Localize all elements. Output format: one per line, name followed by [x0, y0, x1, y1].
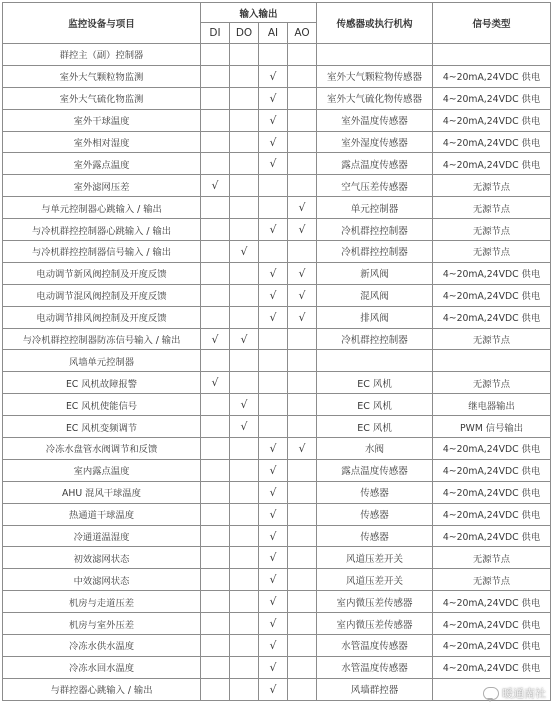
cell-di [201, 481, 230, 503]
cell-ai: √ [259, 219, 288, 241]
cell-do: √ [230, 394, 259, 416]
cell-di [201, 438, 230, 460]
cell-item: 室内露点温度 [3, 459, 201, 481]
cell-sensor [317, 350, 433, 372]
table-row [3, 350, 551, 372]
cell-signal: 无源节点 [433, 197, 551, 219]
cell-signal: 4~20mA,24VDC 供电 [433, 656, 551, 678]
cell-ao [288, 591, 317, 613]
cell-ao: √ [288, 306, 317, 328]
cell-di [201, 109, 230, 131]
cell-ao [288, 416, 317, 438]
cell-item: 电动调节排风阀控制及开度反馈 [3, 306, 201, 328]
cell-di [201, 547, 230, 569]
cell-do [230, 547, 259, 569]
cell-do: √ [230, 241, 259, 263]
cell-di [201, 153, 230, 175]
cell-sensor: 室外大气颗粒物传感器 [317, 65, 433, 87]
cell-ai: √ [259, 613, 288, 635]
cell-signal: PWM 信号输出 [433, 416, 551, 438]
table-row [3, 241, 551, 263]
cell-di [201, 394, 230, 416]
table-row [3, 372, 551, 394]
cell-item: 电动调节新风阀控制及开度反馈 [3, 262, 201, 284]
table-row [3, 153, 551, 175]
cell-do [230, 306, 259, 328]
table-row [3, 394, 551, 416]
cell-item: 与冷机群控控制器防冻信号输入 / 输出 [3, 328, 201, 350]
table-row [3, 481, 551, 503]
table-row [3, 87, 551, 109]
cell-signal: 无源节点 [433, 219, 551, 241]
cell-item: 与单元控制器心跳输入 / 输出 [3, 197, 201, 219]
cell-item: 与群控器心跳输入 / 输出 [3, 678, 201, 700]
cell-sensor: 传感器 [317, 481, 433, 503]
cell-ai: √ [259, 503, 288, 525]
cell-ao [288, 503, 317, 525]
cell-sensor: 空气压差传感器 [317, 175, 433, 197]
cell-sensor: 冷机群控控制器 [317, 241, 433, 263]
cell-ao [288, 613, 317, 635]
cell-item: 初效滤网状态 [3, 547, 201, 569]
cell-sensor: 室外湿度传感器 [317, 131, 433, 153]
cell-ao [288, 372, 317, 394]
cell-di [201, 131, 230, 153]
cell-ao [288, 547, 317, 569]
table-row [3, 65, 551, 87]
cell-sensor: 单元控制器 [317, 197, 433, 219]
cell-item: 冷冻水回水温度 [3, 656, 201, 678]
cell-ai: √ [259, 153, 288, 175]
cell-ai [259, 394, 288, 416]
cell-do [230, 44, 259, 66]
cell-signal: 无源节点 [433, 569, 551, 591]
table-row [3, 262, 551, 284]
cell-ao [288, 394, 317, 416]
cell-sensor: 混风阀 [317, 284, 433, 306]
cell-item: 中效滤网状态 [3, 569, 201, 591]
cell-di: √ [201, 175, 230, 197]
cell-ai: √ [259, 656, 288, 678]
cell-ai [259, 372, 288, 394]
cell-ai: √ [259, 131, 288, 153]
cell-signal: 4~20mA,24VDC 供电 [433, 131, 551, 153]
table-row [3, 591, 551, 613]
table-row [3, 547, 551, 569]
cell-ao: √ [288, 284, 317, 306]
cell-sensor: 风墙群控器 [317, 678, 433, 700]
cell-di [201, 459, 230, 481]
cell-di: √ [201, 328, 230, 350]
cell-item: 电动调节混风阀控制及开度反馈 [3, 284, 201, 306]
cell-item: 与冷机群控控制器心跳输入 / 输出 [3, 219, 201, 241]
cell-do [230, 525, 259, 547]
cell-ai [259, 44, 288, 66]
cell-sensor: 水管温度传感器 [317, 635, 433, 657]
cell-sensor [317, 44, 433, 66]
cell-ai: √ [259, 525, 288, 547]
cell-di [201, 306, 230, 328]
cell-signal: 4~20mA,24VDC 供电 [433, 109, 551, 131]
cell-sensor: 传感器 [317, 503, 433, 525]
table-row [3, 569, 551, 591]
cell-ao [288, 635, 317, 657]
table-row [3, 284, 551, 306]
cell-di [201, 197, 230, 219]
cell-ai [259, 241, 288, 263]
cell-di [201, 503, 230, 525]
cell-ao [288, 241, 317, 263]
cell-item: EC 风机使能信号 [3, 394, 201, 416]
cell-ai: √ [259, 678, 288, 700]
cell-do [230, 109, 259, 131]
cell-do [230, 219, 259, 241]
cell-ao [288, 481, 317, 503]
cell-do [230, 65, 259, 87]
cell-do [230, 262, 259, 284]
header-io: 输入输出 [201, 3, 317, 23]
monitoring-io-table [2, 2, 551, 701]
cell-sensor: 新风阀 [317, 262, 433, 284]
cell-item: 室外露点温度 [3, 153, 201, 175]
table-row [3, 416, 551, 438]
cell-ai: √ [259, 635, 288, 657]
cell-do [230, 678, 259, 700]
cell-di [201, 350, 230, 372]
cell-ai: √ [259, 569, 288, 591]
table-row [3, 635, 551, 657]
cell-do [230, 350, 259, 372]
cell-do [230, 87, 259, 109]
cell-do [230, 591, 259, 613]
cell-do [230, 153, 259, 175]
cell-ai: √ [259, 284, 288, 306]
cell-signal: 无源节点 [433, 241, 551, 263]
cell-ai: √ [259, 547, 288, 569]
cell-ao: √ [288, 197, 317, 219]
table-row [3, 197, 551, 219]
cell-ai: √ [259, 65, 288, 87]
cell-di [201, 613, 230, 635]
cell-ai: √ [259, 438, 288, 460]
table-row [3, 306, 551, 328]
cell-di [201, 591, 230, 613]
table-row [3, 328, 551, 350]
cell-do: √ [230, 416, 259, 438]
cell-sensor: 室内微压差传感器 [317, 613, 433, 635]
cell-sensor: 冷机群控控制器 [317, 219, 433, 241]
cell-signal: 4~20mA,24VDC 供电 [433, 153, 551, 175]
cell-ao: √ [288, 438, 317, 460]
cell-di [201, 635, 230, 657]
cell-item: EC 风机故障报警 [3, 372, 201, 394]
cell-signal: 4~20mA,24VDC 供电 [433, 284, 551, 306]
cell-di [201, 416, 230, 438]
cell-di [201, 87, 230, 109]
cell-sensor: 水阀 [317, 438, 433, 460]
cell-ai [259, 328, 288, 350]
cell-item: 与冷机群控控制器信号输入 / 输出 [3, 241, 201, 263]
cell-ao [288, 350, 317, 372]
watermark-text: 暖通南社 [502, 687, 546, 700]
cell-do [230, 481, 259, 503]
cell-di [201, 656, 230, 678]
cell-ai: √ [259, 109, 288, 131]
table-row [3, 219, 551, 241]
header-ao: AO [288, 23, 317, 44]
cell-signal: 4~20mA,24VDC 供电 [433, 262, 551, 284]
cell-di [201, 262, 230, 284]
cell-di [201, 569, 230, 591]
cell-sensor: EC 风机 [317, 416, 433, 438]
cell-do [230, 438, 259, 460]
table-row [3, 525, 551, 547]
cell-sensor: 风道压差开关 [317, 569, 433, 591]
cell-item: 冷通道温湿度 [3, 525, 201, 547]
cell-ai: √ [259, 459, 288, 481]
cell-di [201, 219, 230, 241]
cell-sensor: EC 风机 [317, 372, 433, 394]
header-do: DO [230, 23, 259, 44]
cell-item: 室外干球温度 [3, 109, 201, 131]
table-row [3, 175, 551, 197]
cell-item: 热通道干球温度 [3, 503, 201, 525]
header-sensor: 传感器或执行机构 [317, 3, 433, 44]
cell-sensor: 冷机群控控制器 [317, 328, 433, 350]
cell-signal: 4~20mA,24VDC 供电 [433, 525, 551, 547]
table-row [3, 109, 551, 131]
cell-item: 冷冻水供水温度 [3, 635, 201, 657]
cell-signal [433, 44, 551, 66]
watermark [483, 685, 546, 701]
chat-bubble-icon [483, 687, 499, 700]
header-di: DI [201, 23, 230, 44]
cell-ao [288, 65, 317, 87]
cell-sensor: 风道压差开关 [317, 547, 433, 569]
cell-do [230, 131, 259, 153]
cell-do [230, 175, 259, 197]
cell-ao [288, 109, 317, 131]
cell-ai [259, 350, 288, 372]
cell-signal: 4~20mA,24VDC 供电 [433, 65, 551, 87]
cell-sensor: 室内微压差传感器 [317, 591, 433, 613]
cell-do [230, 284, 259, 306]
cell-ai: √ [259, 306, 288, 328]
cell-ao [288, 175, 317, 197]
cell-di [201, 44, 230, 66]
cell-sensor: 传感器 [317, 525, 433, 547]
cell-signal: 无源节点 [433, 328, 551, 350]
table-row [3, 613, 551, 635]
cell-item: 室外相对湿度 [3, 131, 201, 153]
cell-ao [288, 153, 317, 175]
cell-sensor: 排风阀 [317, 306, 433, 328]
cell-di [201, 678, 230, 700]
table-row [3, 678, 551, 700]
cell-di [201, 65, 230, 87]
cell-sensor: 水管温度传感器 [317, 656, 433, 678]
table-row [3, 656, 551, 678]
cell-sensor: 室外温度传感器 [317, 109, 433, 131]
cell-item: EC 风机变频调节 [3, 416, 201, 438]
cell-ai [259, 175, 288, 197]
table-row [3, 131, 551, 153]
cell-signal: 4~20mA,24VDC 供电 [433, 87, 551, 109]
cell-do [230, 613, 259, 635]
cell-sensor: EC 风机 [317, 394, 433, 416]
cell-ao [288, 44, 317, 66]
cell-signal: 4~20mA,24VDC 供电 [433, 459, 551, 481]
cell-signal: 无源节点 [433, 372, 551, 394]
cell-do [230, 197, 259, 219]
cell-item: 冷冻水盘管水阀调节和反馈 [3, 438, 201, 460]
header-ai: AI [259, 23, 288, 44]
cell-do [230, 459, 259, 481]
cell-ai [259, 197, 288, 219]
cell-signal: 4~20mA,24VDC 供电 [433, 306, 551, 328]
cell-item: 室外滤网压差 [3, 175, 201, 197]
table-row [3, 503, 551, 525]
cell-di [201, 241, 230, 263]
cell-ao [288, 87, 317, 109]
table-row [3, 44, 551, 66]
cell-item: 室外大气颗粒物监测 [3, 65, 201, 87]
cell-item: 机房与室外压差 [3, 613, 201, 635]
cell-sensor: 露点温度传感器 [317, 153, 433, 175]
cell-ao [288, 525, 317, 547]
cell-signal [433, 350, 551, 372]
cell-signal: 无源节点 [433, 175, 551, 197]
cell-di [201, 525, 230, 547]
cell-item: 群控主（副）控制器 [3, 44, 201, 66]
cell-signal: 4~20mA,24VDC 供电 [433, 481, 551, 503]
cell-item: 风墙单元控制器 [3, 350, 201, 372]
cell-do [230, 372, 259, 394]
cell-sensor: 室外大气硫化物传感器 [317, 87, 433, 109]
cell-ai: √ [259, 262, 288, 284]
cell-sensor: 露点温度传感器 [317, 459, 433, 481]
cell-ao [288, 328, 317, 350]
cell-signal: 4~20mA,24VDC 供电 [433, 438, 551, 460]
cell-ai: √ [259, 591, 288, 613]
cell-do [230, 503, 259, 525]
table-row [3, 459, 551, 481]
cell-ai [259, 416, 288, 438]
cell-item: AHU 混风干球温度 [3, 481, 201, 503]
cell-signal: 4~20mA,24VDC 供电 [433, 591, 551, 613]
cell-signal: 无源节点 [433, 547, 551, 569]
cell-signal: 4~20mA,24VDC 供电 [433, 613, 551, 635]
header-item: 监控设备与项目 [3, 3, 201, 44]
cell-di [201, 284, 230, 306]
cell-item: 室外大气硫化物监测 [3, 87, 201, 109]
cell-do [230, 656, 259, 678]
cell-ai: √ [259, 481, 288, 503]
cell-ai: √ [259, 87, 288, 109]
cell-ao [288, 656, 317, 678]
cell-ao [288, 678, 317, 700]
cell-ao: √ [288, 219, 317, 241]
cell-ao [288, 131, 317, 153]
cell-do: √ [230, 328, 259, 350]
cell-di: √ [201, 372, 230, 394]
cell-item: 机房与走道压差 [3, 591, 201, 613]
header-signal: 信号类型 [433, 3, 551, 44]
table-row [3, 438, 551, 460]
cell-signal: 继电器输出 [433, 394, 551, 416]
table-body [3, 44, 551, 701]
cell-do [230, 635, 259, 657]
cell-signal: 4~20mA,24VDC 供电 [433, 503, 551, 525]
cell-ao [288, 569, 317, 591]
cell-ao [288, 459, 317, 481]
cell-signal: 4~20mA,24VDC 供电 [433, 635, 551, 657]
cell-ao: √ [288, 262, 317, 284]
cell-do [230, 569, 259, 591]
